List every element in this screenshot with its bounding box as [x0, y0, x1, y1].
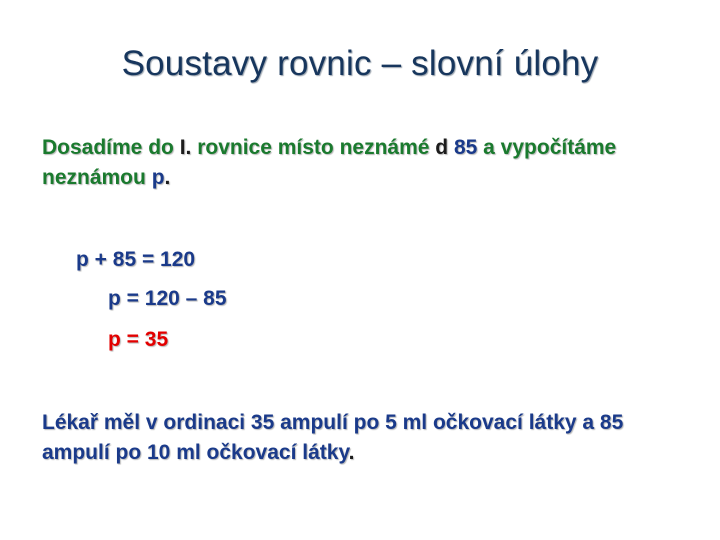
conclusion-period: . — [348, 441, 355, 464]
intro-roman-numeral: I. — [179, 136, 192, 159]
conclusion-text: Lékař měl v ordinaci 35 ampulí po 5 ml očkovací látky a 85 ampulí po 10 ml očkovací látky — [42, 411, 624, 464]
equation-1: p + 85 = 120 — [76, 248, 196, 271]
intro-text-2: rovnice místo neznámé — [191, 136, 436, 159]
intro-number-85: 85 — [453, 136, 478, 159]
conclusion-paragraph — [42, 408, 692, 468]
intro-variable-p: p — [151, 166, 165, 189]
intro-variable-d: d — [435, 136, 449, 159]
intro-period: . — [164, 166, 171, 189]
equation-3-result: p = 35 — [108, 328, 169, 351]
intro-paragraph — [42, 133, 682, 193]
intro-text-3: a vypočítáme neznámou — [42, 136, 617, 189]
intro-text-1: Dosadíme do — [42, 136, 180, 159]
slide-title: Soustavy rovnic – slovní úlohy — [121, 44, 599, 83]
equation-2: p = 120 – 85 — [108, 287, 227, 310]
